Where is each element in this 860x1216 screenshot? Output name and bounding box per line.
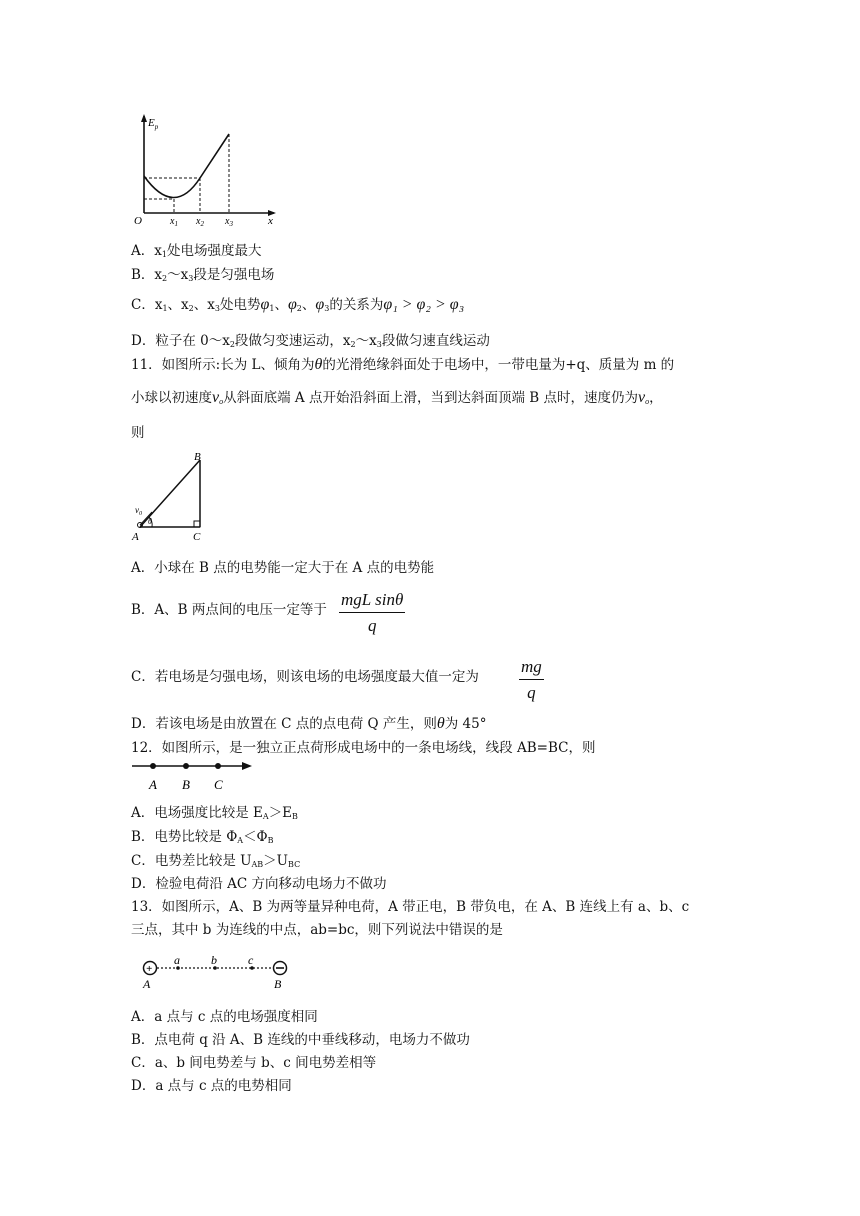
dipole-figure	[135, 952, 295, 994]
tick-x1: $x_1$	[170, 216, 178, 228]
q12-option-a: A．电场强度比较是 $E_A>E_B$	[131, 805, 298, 821]
q11-option-b-fraction: mgL sinθ q	[341, 590, 404, 635]
q12-option-d: D．检验电荷沿 AC 方向移动电场力不做功	[131, 876, 387, 892]
tick-x2: $x_2$	[196, 216, 204, 228]
dipole-label-b: B	[274, 977, 282, 991]
q13-option-d: D．a 点与 c 点的电势相同	[131, 1078, 292, 1094]
q10-option-a: A．$x_1$处电场强度最大	[131, 243, 262, 259]
dipole-label-a-small: a	[174, 953, 180, 967]
q13-option-c: C．a、b 间电势差与 b、c 间电势差相等	[131, 1055, 377, 1071]
field-line-label-a: A	[149, 777, 157, 792]
incline-label-b: B	[194, 451, 201, 463]
field-line-figure	[130, 758, 255, 794]
tick-x3: $x_3$	[225, 216, 233, 228]
q13-option-b: B．点电荷 q 沿 A、B 连线的中垂线移动，电场力不做功	[131, 1032, 470, 1048]
svg-text:+: +	[146, 963, 153, 975]
x-axis-label: x	[268, 215, 273, 227]
q10-option-c: C．$x_1$、$x_2$、$x_3$处电势$\varphi_1$、$\varphi_2$、$\varphi_3$的关系为φ₁ > φ₂ > φ₃	[131, 296, 465, 313]
ep-axis-label: $E_p$	[148, 117, 159, 131]
dipole-label-c-small: c	[248, 953, 254, 967]
q11-option-d: D．若该电场是由放置在 C 点的点电荷 Q 产生，则θ为 45°	[131, 715, 487, 732]
incline-figure	[130, 448, 220, 544]
ep-x-graph	[128, 112, 278, 227]
q12-stem: 12．如图所示，是一独立正点荷形成电场中的一条电场线，线段 AB=BC，则	[131, 740, 596, 756]
q11-stem-line1: 11．如图所示:长为 L、倾角为θ的光滑绝缘斜面处于电场中，一带电量为+q、质量为 m 的	[131, 356, 675, 373]
q12-option-b: B．电势比较是 $\Phi_A<\Phi_B$	[131, 829, 274, 845]
dipole-label-b-small: b	[211, 953, 217, 967]
q11-stem-line2: 小球以初速度$v_o$从斜面底端 A 点开始沿斜面上滑，当到达斜面顶端 B 点时，速度仍为$v_o$，	[131, 389, 663, 406]
q10-option-b: B．$x_2\sim x_3$段是匀强电场	[131, 267, 275, 283]
q13-stem-line2: 三点，其中 b 为连线的中点，ab=bc，则下列说法中错误的是	[131, 922, 503, 938]
q11-option-c: C．若电场是匀强电场，则该电场的电场强度最大值一定为	[131, 669, 479, 685]
q11-option-c-fraction: $\frac{mg}{q}$	[521, 657, 542, 702]
q13-option-a: A．a 点与 c 点的电场强度相同	[131, 1009, 318, 1025]
incline-label-v0: $v_0$	[135, 505, 142, 517]
dipole-label-a: A	[143, 977, 151, 991]
field-line-label-c: C	[214, 777, 223, 792]
q11-stem-line3: 则	[131, 425, 145, 441]
field-line-label-b: B	[182, 777, 190, 792]
q11-option-b: B．A、B 两点间的电压一定等于	[131, 602, 327, 618]
q13-stem-line1: 13．如图所示，A、B 为两等量异种电荷，A 带正电，B 带负电，在 A、B 连线上有 a、b、c	[131, 899, 690, 915]
q12-option-c: C．电势差比较是 $U_{AB}>U_{BC}$	[131, 853, 301, 869]
q11-option-a: A．小球在 B 点的电势能一定大于在 A 点的电势能	[131, 560, 435, 576]
incline-label-c: C	[193, 531, 201, 543]
q10-option-d: D．粒子在 $0\sim x_2$段做匀变速运动，$x_2\sim x_3$段做匀速直线运动	[131, 333, 490, 349]
incline-label-a: A	[132, 531, 139, 543]
incline-label-theta: θ	[148, 517, 152, 526]
origin-label: O	[134, 215, 142, 227]
